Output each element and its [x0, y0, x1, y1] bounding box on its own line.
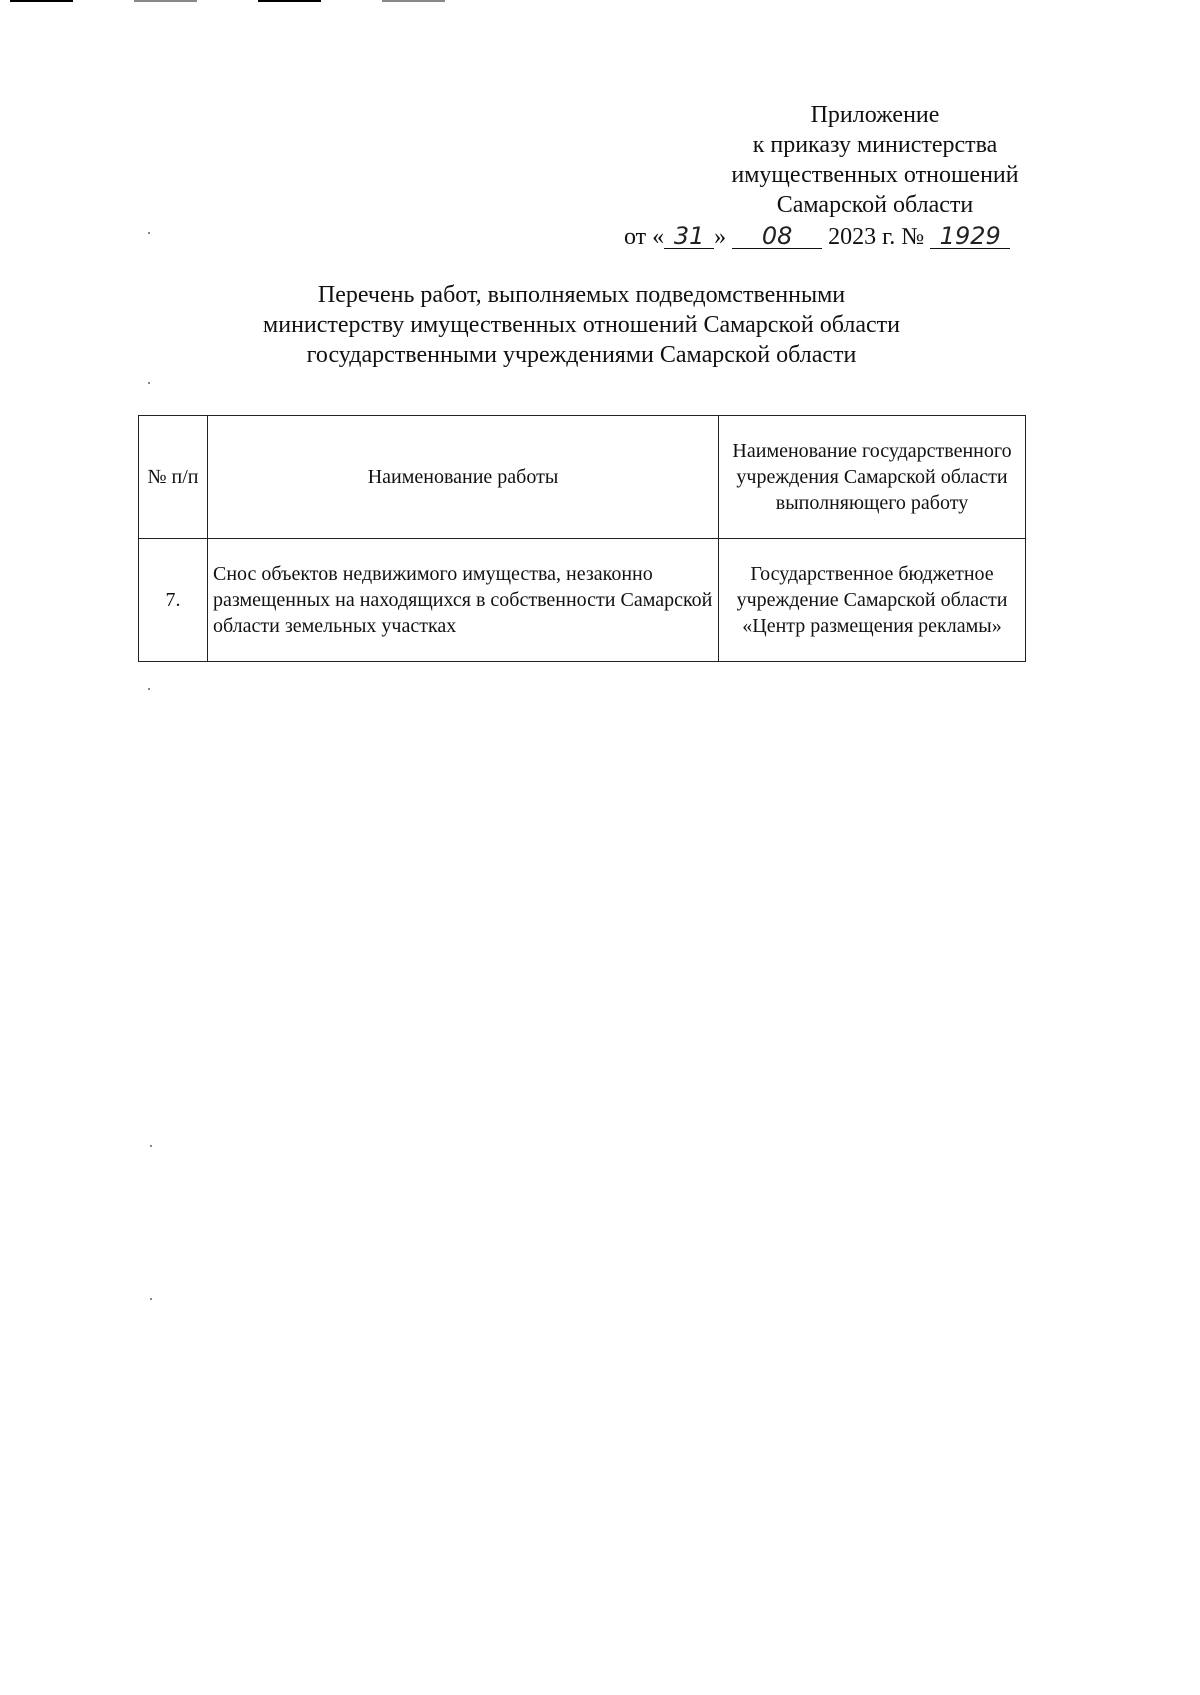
scan-speck: [150, 1298, 152, 1300]
title-line: государственными учреждениями Самарской области: [306, 342, 857, 368]
appendix-line: Самарской области: [776, 192, 974, 218]
scan-speck: [148, 232, 150, 234]
scan-mark: [10, 0, 73, 2]
year-suffix: г. №: [882, 224, 925, 250]
handwritten-day: 31: [664, 224, 714, 249]
appendix-header: [600, 100, 1150, 220]
header-work: Наименование работы: [208, 416, 719, 539]
handwritten-month: 08: [732, 224, 822, 249]
quote-close: »: [714, 224, 727, 250]
date-prefix: от «: [624, 224, 665, 250]
scan-speck: [148, 688, 150, 690]
appendix-line: имущественных отношений: [731, 162, 1019, 188]
scan-speck: [150, 1145, 152, 1147]
title-line: министерству имущественных отношений Самарской области: [263, 312, 900, 338]
scan-mark: [134, 0, 197, 2]
row-institution: Государственное бюджетное учреждение Самарской области «Центр размещения рекламы»: [719, 539, 1026, 662]
order-date-line: [624, 222, 1010, 252]
row-number: 7.: [139, 539, 208, 662]
works-table: [138, 415, 1026, 662]
appendix-line: Приложение: [810, 102, 940, 128]
header-number: № п/п: [139, 416, 208, 539]
scan-speck: [148, 382, 150, 384]
scan-mark: [382, 0, 445, 2]
year: 2023: [828, 224, 877, 250]
handwritten-number: 1929: [930, 224, 1010, 249]
header-institution: Наименование государственного учреждения Самарской области выполняющего работу: [719, 416, 1026, 539]
document-title: [138, 280, 1025, 370]
title-line: Перечень работ, выполняемых подведомственными: [317, 282, 846, 308]
scan-mark: [258, 0, 321, 2]
table-row: [139, 539, 1026, 662]
table-header-row: [139, 416, 1026, 539]
appendix-line: к приказу министерства: [752, 132, 998, 158]
row-work: Снос объектов недвижимого имущества, незаконно размещенных на находящихся в собственности Самарской области земельных участках: [208, 539, 719, 662]
